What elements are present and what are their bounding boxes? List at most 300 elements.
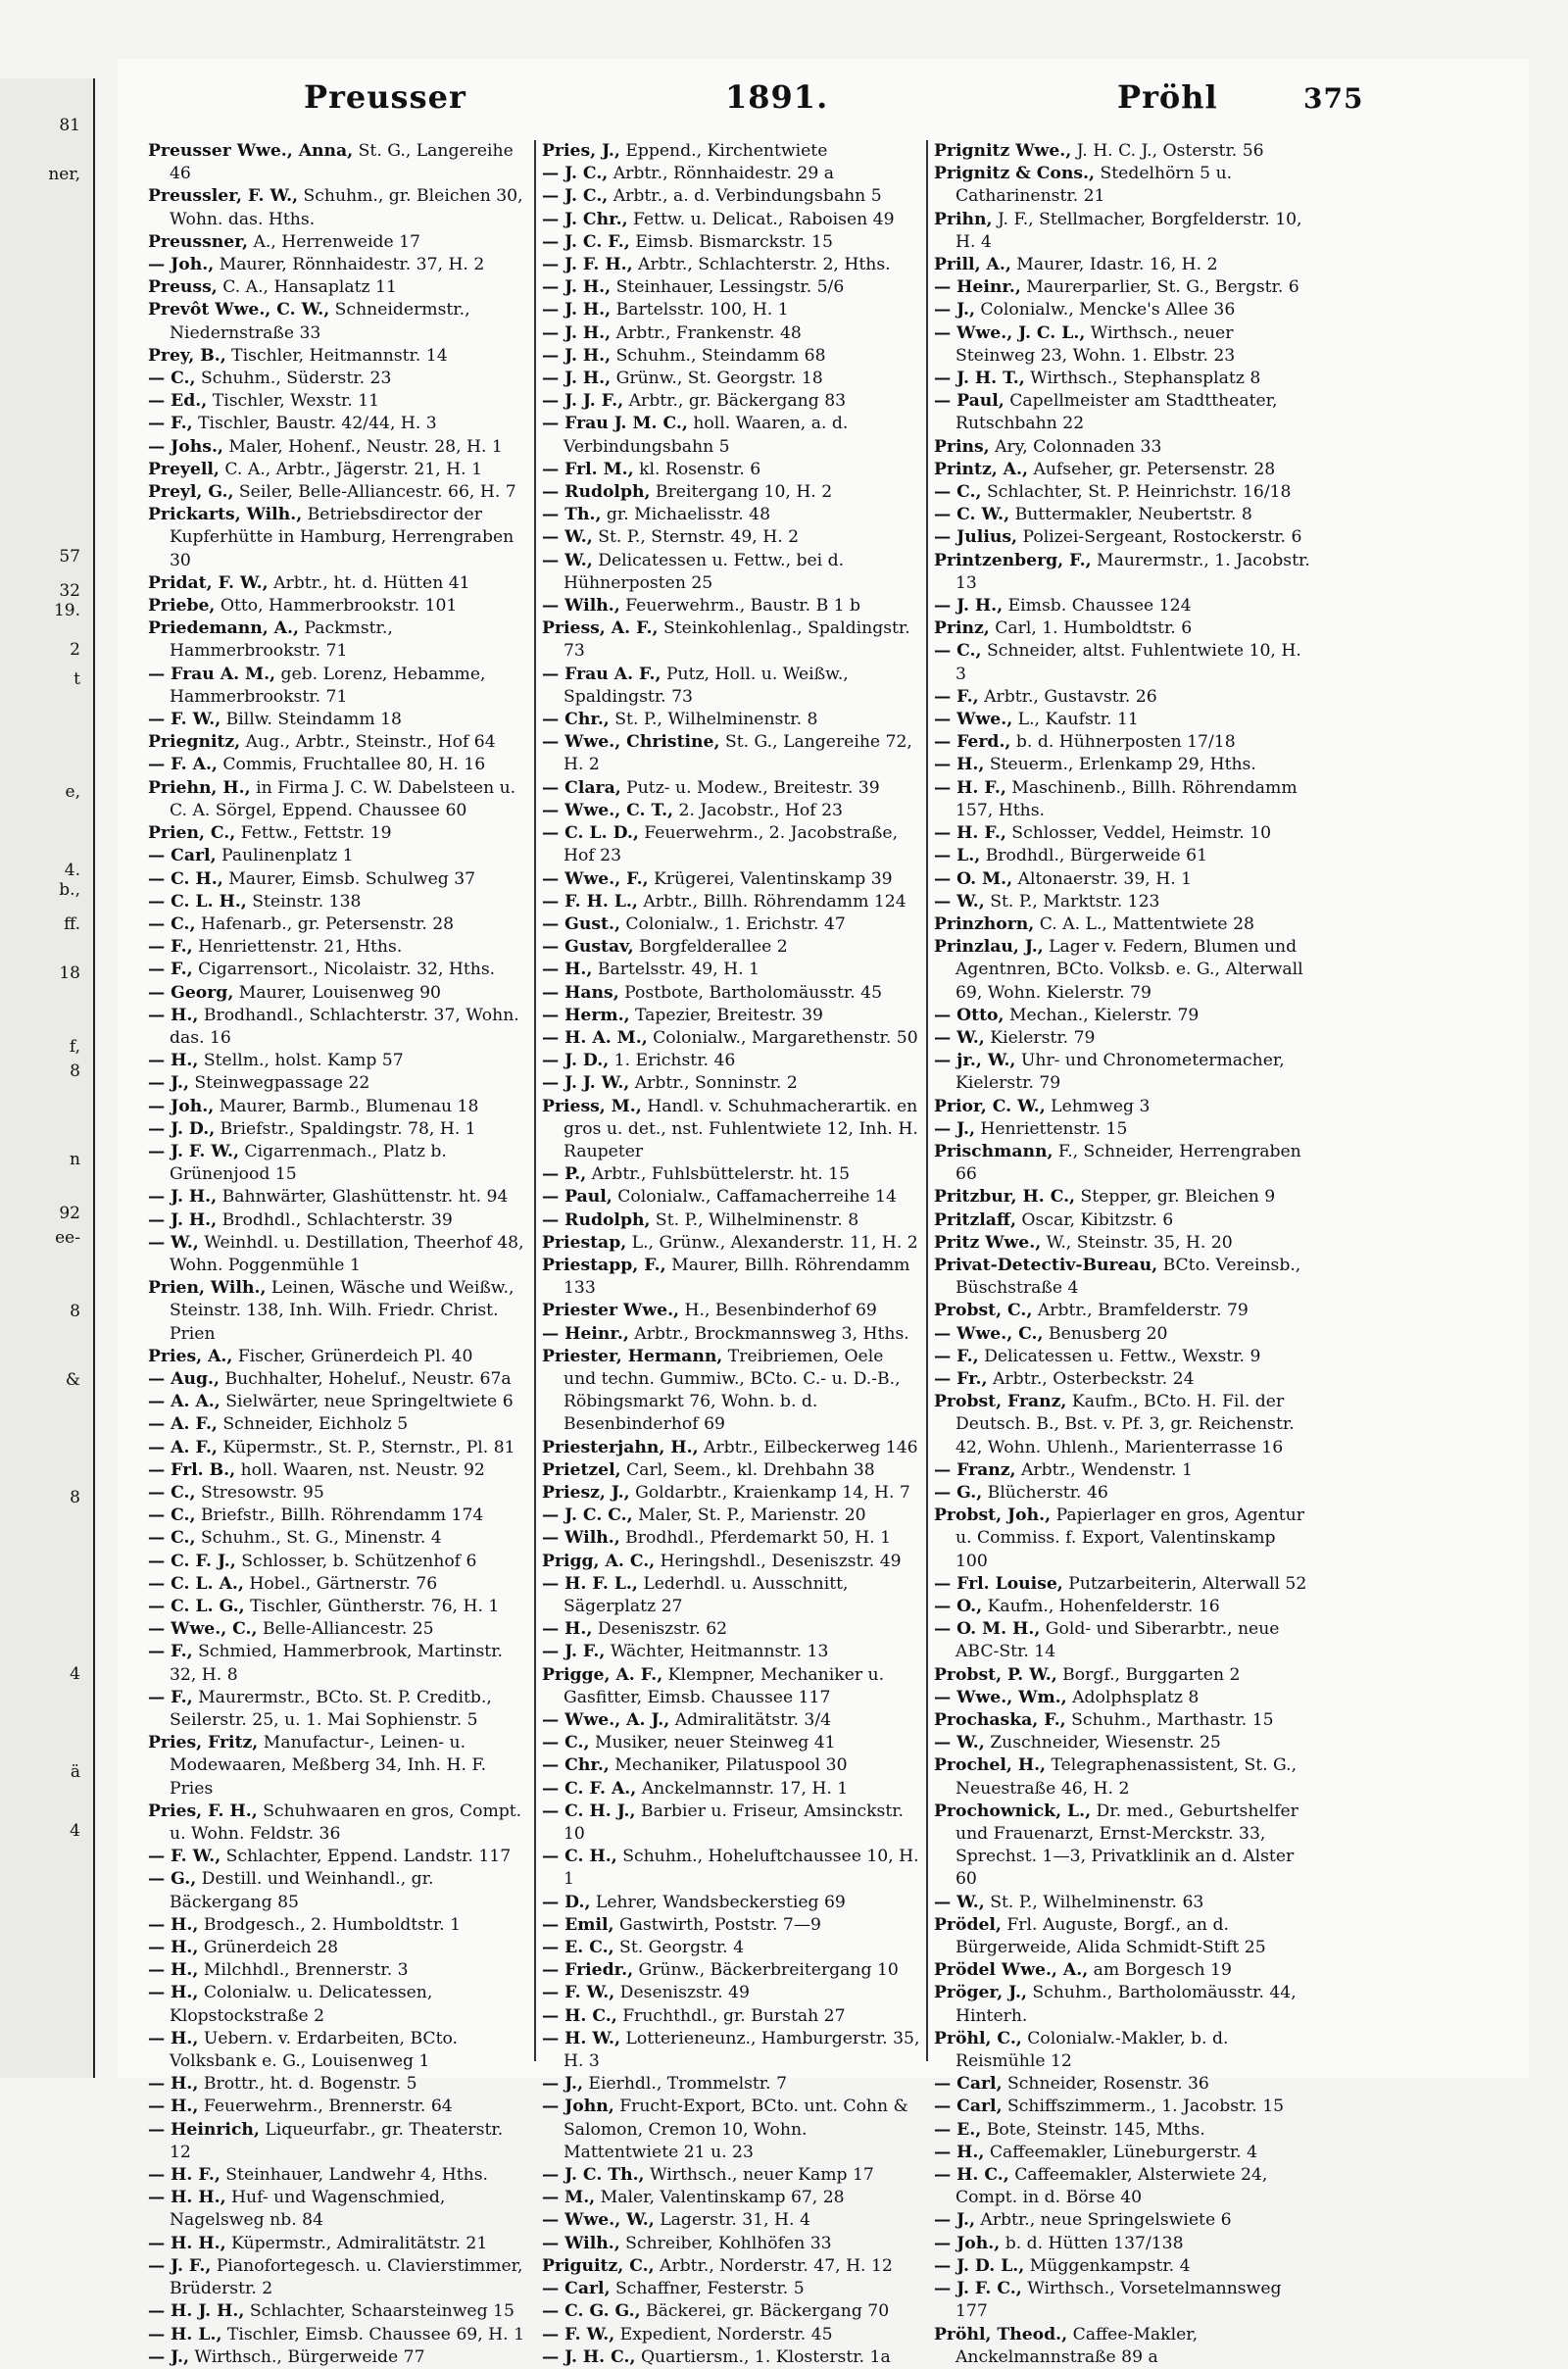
entry-details: C. A. L., Mattentwiete 28: [1034, 913, 1254, 934]
margin-fragment: 8: [70, 1061, 80, 1081]
entry-name: Prigg, A. C.,: [542, 1551, 656, 1571]
entry-details: Arbtr., neue Springelswiete 6: [974, 2210, 1232, 2231]
entry-details: Otto, Hammerbrookstr. 101: [215, 596, 458, 617]
entry-details: Leinen, Wäsche und Weißw., Steinstr. 138, Inh. Wilh. Friedr. Christ. Prien: [170, 1278, 514, 1344]
entry-details: Wirthsch., Vorsetelmannsweg 177: [956, 2279, 1282, 2322]
directory-entry: [148, 368, 528, 390]
directory-entry: [542, 1437, 920, 1459]
entry-details: St. P., Wilhelminenstr. 8: [650, 1209, 859, 1230]
entry-name: — Carl,: [934, 2097, 1003, 2117]
directory-entry: [148, 1937, 528, 1959]
directory-entry: [148, 1982, 528, 2027]
entry-name: — O. M.,: [934, 868, 1013, 889]
entry-details: Tischler, Baustr. 42/44, H. 3: [192, 414, 437, 434]
directory-entry: [934, 1482, 1312, 1505]
entry-name: — Herm.,: [542, 1005, 630, 1025]
entry-details: Colonialw., Mencke's Allee 36: [974, 300, 1236, 321]
directory-entry: [542, 2324, 920, 2346]
margin-fragment: ner,: [48, 165, 80, 184]
entry-details: Arbtr., Eilbeckerweg 146: [698, 1437, 918, 1457]
entry-name: — H.,: [148, 1983, 199, 2003]
entry-name: — Hans,: [542, 982, 619, 1003]
margin-fragment: &: [65, 1370, 80, 1390]
entry-details: Fruchthdl., gr. Burstah 27: [616, 2005, 846, 2026]
entry-name: — H.,: [542, 960, 593, 980]
directory-entry: [148, 390, 528, 413]
directory-entry: [148, 1618, 528, 1641]
directory-entry: [542, 1163, 920, 1186]
directory-entry: [148, 185, 528, 230]
directory-entry: [148, 1573, 528, 1596]
entry-name: — J. H. T.,: [934, 369, 1025, 389]
entry-details: Kaufm., BCto. H. Fil. der Deutsch. B., Bst. v. Pf. 3, gr. Reichenstr. 42, Wohn. Uhlenh., Marienterrasse 16: [956, 1392, 1295, 1457]
entry-name: Prickarts, Wilh.,: [148, 505, 303, 525]
margin-fragment: n: [70, 1150, 80, 1169]
directory-entry: [148, 2119, 528, 2164]
entry-details: Tischler, Wexstr. 11: [207, 391, 380, 412]
entry-details: Sielwärter, neue Springeltwiete 6: [220, 1392, 514, 1412]
entry-name: — J. F. H.,: [542, 255, 633, 275]
entry-name: — J. D.,: [148, 1118, 216, 1139]
entry-details: Briefstr., Billh. Röhrendamm 174: [195, 1505, 484, 1526]
entry-name: — J. C.,: [542, 186, 609, 207]
directory-entry: [542, 731, 920, 776]
entry-name: — W.,: [148, 1232, 199, 1253]
entry-name: — Ed.,: [148, 391, 208, 412]
directory-entry: [542, 868, 920, 891]
directory-entry: [934, 209, 1312, 254]
entry-details: Stresowstr. 95: [195, 1482, 324, 1503]
entry-name: Prinzhorn,: [934, 913, 1035, 934]
entry-name: — Wwe., F.,: [542, 868, 649, 889]
entry-details: Kaufm., Hohenfelderstr. 16: [982, 1597, 1220, 1616]
entry-details: b. d. Hütten 137/138: [1000, 2233, 1184, 2253]
directory-entry: [934, 140, 1312, 163]
page-number: 375: [1303, 82, 1364, 115]
directory-entry: [148, 1186, 528, 1209]
entry-details: Küpermstr., St. P., Sternstr., Pl. 81: [217, 1437, 515, 1457]
entry-details: 1. Erichstr. 46: [609, 1051, 736, 1071]
entry-details: Feuerwehrm., Brennerstr. 64: [198, 2097, 453, 2117]
entry-details: Ary, Colonnaden 33: [989, 436, 1162, 457]
directory-entry: [148, 276, 528, 299]
entry-details: Henriettenstr. 21, Hths.: [192, 937, 403, 958]
entry-details: Bartelsstr. 49, H. 1: [592, 960, 760, 980]
entry-name: — Wwe., Wm.,: [934, 1687, 1067, 1707]
entry-name: — W.,: [934, 1733, 985, 1753]
entry-details: Milchhdl., Brennerstr. 3: [198, 1960, 409, 1981]
entry-name: — F.,: [148, 414, 193, 434]
directory-entry: [148, 2028, 528, 2073]
directory-entry: [934, 709, 1312, 731]
directory-entry: [542, 2346, 920, 2369]
entry-details: Arbtr., Bramfelderstr. 79: [1032, 1301, 1249, 1321]
entry-name: — C. W.,: [934, 505, 1010, 525]
entry-name: — F. W.,: [542, 1983, 615, 2003]
entry-details: Belle-Alliancestr. 25: [257, 1619, 434, 1640]
entry-name: — J. C. Th.,: [542, 2165, 645, 2186]
entry-name: — H.,: [148, 2074, 199, 2095]
directory-entry: [148, 2164, 528, 2187]
entry-name: — A. A.,: [148, 1392, 220, 1412]
entry-name: Priedemann, A.,: [148, 618, 299, 639]
margin-fragment: 57: [59, 547, 80, 567]
entry-details: Hobel., Gärtnerstr. 76: [243, 1573, 438, 1594]
entry-details: Feuerwehrm., Baustr. B 1 b: [619, 596, 861, 617]
entry-details: Bahnwärter, Glashüttenstr. ht. 94: [217, 1187, 509, 1208]
entry-details: 2. Jacobstr., Hof 23: [673, 800, 843, 820]
directory-entry: [542, 1300, 920, 1322]
margin-fragment: 18: [59, 963, 80, 983]
page-header: [137, 78, 1364, 127]
directory-entry: [148, 982, 528, 1005]
entry-details: Aufseher, gr. Petersenstr. 28: [1027, 459, 1276, 479]
directory-entry: [542, 936, 920, 959]
entry-name: — Ferd.,: [934, 732, 1011, 753]
directory-entry: [148, 2324, 528, 2346]
margin-fragment: e,: [65, 782, 80, 802]
entry-details: Schlachter, St. P. Heinrichstr. 16/18: [981, 482, 1292, 503]
entry-details: St. Georgstr. 4: [613, 1938, 745, 1958]
entry-name: — C.,: [148, 913, 196, 934]
entry-details: Admiralitätstr. 3/4: [669, 1710, 832, 1731]
entry-details: Buttermakler, Neubertstr. 8: [1009, 505, 1252, 525]
entry-details: Steinstr. 138: [246, 891, 362, 912]
entry-name: — Joh.,: [934, 2233, 1001, 2253]
entry-name: Prien, Wilh.,: [148, 1278, 267, 1299]
column-2: [534, 140, 926, 2367]
entry-name: — H. C.,: [542, 2005, 617, 2026]
directory-entry: [148, 1551, 528, 1573]
directory-entry: [934, 1596, 1312, 1618]
entry-name: — Frl. B.,: [148, 1459, 236, 1480]
entry-details: Borgf., Burggarten 2: [1056, 1664, 1241, 1685]
entry-name: Probst, C.,: [934, 1301, 1033, 1321]
entry-name: — F. H. L.,: [542, 891, 638, 912]
entry-name: — Wwe., Christine,: [542, 732, 720, 753]
directory-entry: [934, 550, 1312, 595]
entry-name: — H.,: [542, 1619, 593, 1640]
directory-entry: [542, 1072, 920, 1095]
entry-details: Krügerei, Valentinskamp 39: [648, 868, 893, 889]
directory-entry: [148, 504, 528, 572]
entry-name: — C. L. H.,: [148, 891, 247, 912]
running-head-left: Preusser: [304, 78, 466, 116]
entry-name: Pritzbur, H. C.,: [934, 1187, 1076, 1208]
directory-entry: [148, 1959, 528, 1982]
entry-name: — J. H.,: [934, 596, 1004, 617]
entry-name: — J. H.,: [542, 369, 612, 389]
entry-name: — F.,: [934, 686, 979, 707]
directory-entry: [148, 2073, 528, 2096]
entry-name: Prihn,: [934, 209, 993, 229]
entry-details: BCto. Vereinsb., Büschstraße 4: [956, 1255, 1301, 1299]
directory-entry: [542, 231, 920, 254]
margin-fragment: 81: [59, 116, 80, 135]
margin-fragment: ä: [70, 1762, 80, 1782]
directory-entry: [148, 572, 528, 595]
directory-entry: [542, 1709, 920, 1732]
directory-entry: [542, 2005, 920, 2028]
directory-entry: [148, 299, 528, 344]
entry-name: Prins,: [934, 436, 990, 457]
margin-fragment: 4: [70, 1664, 80, 1684]
entry-details: St. P., Sternstr. 49, H. 2: [592, 527, 800, 548]
entry-details: Cigarrensort., Nicolaistr. 32, Hths.: [192, 960, 496, 980]
margin-fragment: t: [74, 669, 80, 689]
entry-details: Gastwirth, Poststr. 7—9: [613, 1914, 821, 1935]
entry-name: — J. F.,: [542, 1642, 606, 1662]
directory-entry: [542, 299, 920, 321]
directory-entry: [934, 754, 1312, 776]
entry-details: Quartiersm., 1. Klosterstr. 1a: [635, 2346, 891, 2367]
entry-details: Wirthsch., Bürgerweide 77: [188, 2346, 425, 2367]
entry-name: — J. H.,: [542, 300, 612, 321]
directory-entry: [542, 2028, 920, 2073]
entry-details: Eierhdl., Trommelstr. 7: [582, 2074, 787, 2095]
directory-entry: [934, 1391, 1312, 1459]
entry-name: — Wilh.,: [542, 596, 620, 617]
entry-details: Stedelhörn 5 u. Catharinenstr. 21: [956, 164, 1233, 207]
directory-entry: [934, 913, 1312, 936]
entry-details: Klempner, Mechaniker u. Gasfitter, Eimsb. Chaussee 117: [564, 1664, 885, 1707]
entry-name: — J.,: [148, 2346, 189, 2367]
directory-entry: [542, 1255, 920, 1300]
directory-entry: [542, 526, 920, 549]
directory-entry: [148, 959, 528, 981]
directory-entry: [934, 868, 1312, 891]
entry-name: — J. F. C.,: [934, 2279, 1022, 2299]
directory-entry: [934, 2164, 1312, 2209]
directory-entry: [148, 2096, 528, 2118]
directory-entry: [148, 1072, 528, 1095]
directory-entry: [148, 413, 528, 435]
directory-entry: [934, 595, 1312, 617]
entry-details: Arbtr., Brockmannsweg 3, Hths.: [628, 1323, 909, 1344]
entry-details: Bäckerei, gr. Bäckergang 70: [640, 2301, 890, 2322]
entry-name: — C. H. J.,: [542, 1801, 636, 1821]
directory-entry: [934, 436, 1312, 459]
directory-entry: [934, 1801, 1312, 1892]
entry-name: — Joh.,: [148, 255, 215, 275]
entry-name: Prinz,: [934, 618, 990, 639]
directory-entry: [148, 731, 528, 754]
entry-details: Musiker, neuer Steinweg 41: [589, 1733, 836, 1753]
entry-name: Prey, B.,: [148, 345, 226, 366]
directory-entry: [148, 436, 528, 459]
directory-entry: [934, 368, 1312, 390]
entry-name: Pröhl, Theod.,: [934, 2324, 1068, 2344]
entry-details: Maurermstr., BCto. St. P. Creditb., Seilerstr. 25, u. 1. Mai Sophienstr. 5: [170, 1687, 492, 1731]
margin-fragment: 4.: [64, 861, 80, 880]
entry-name: — Wwe.,: [934, 710, 1013, 730]
entry-details: Carl, Seem., kl. Drehbahn 38: [620, 1459, 875, 1480]
entry-details: Arbtr., a. d. Verbindungsbahn 5: [608, 186, 882, 207]
entry-details: Lager v. Federn, Blumen und Agentnren, BCto. Volksb. e. G., Alterwall 69, Wohn. Kielerstr. 79: [956, 937, 1303, 1003]
entry-name: — C. H.,: [148, 868, 223, 889]
directory-entry: [542, 1778, 920, 1801]
entry-details: Maurer, Idastr. 16, H. 2: [1010, 255, 1218, 275]
entry-details: Billw. Steindamm 18: [220, 710, 402, 730]
entry-name: — C.,: [542, 1733, 590, 1753]
entry-name: — A. F.,: [148, 1414, 218, 1435]
directory-entry: [542, 1551, 920, 1573]
entry-name: — Julius,: [934, 527, 1018, 548]
directory-entry: [148, 1687, 528, 1732]
entry-details: Delicatessen u. Fettw., bei d. Hühnerposten 25: [564, 550, 845, 593]
entry-details: Caffeemakler, Lüneburgerstr. 4: [984, 2142, 1258, 2162]
directory-entry: [934, 822, 1312, 845]
directory-entry: [148, 664, 528, 709]
entry-details: Buchhalter, Hoheluf., Neustr. 67a: [220, 1368, 512, 1389]
directory-entry: [148, 1391, 528, 1413]
directory-entry: [542, 617, 920, 663]
entry-name: — C.,: [148, 1528, 196, 1549]
entry-name: Prill, A.,: [934, 255, 1011, 275]
entry-name: — C.,: [934, 641, 982, 662]
directory-entry: [934, 1300, 1312, 1322]
entry-name: — Clara,: [542, 777, 621, 798]
directory-entry: [148, 709, 528, 731]
entry-details: Kielerstr. 79: [984, 1027, 1096, 1048]
entry-name: Prödel Wwe., A.,: [934, 1960, 1089, 1981]
entry-details: Schlachter, Schaarsteinweg 15: [244, 2301, 514, 2322]
entry-details: Bote, Steinstr. 145, Mths.: [981, 2119, 1205, 2140]
directory-entry: [542, 1573, 920, 1618]
entry-details: Expedient, Norderstr. 45: [614, 2324, 833, 2344]
entry-name: — jr., W.,: [934, 1051, 1016, 1071]
entry-details: Brodhdl., Bürgerweide 61: [980, 846, 1208, 866]
directory-entry: [934, 1618, 1312, 1663]
entry-details: Tischler, Eimsb. Chaussee 69, H. 1: [221, 2324, 525, 2344]
entry-name: — C. H.,: [542, 1847, 617, 1867]
entry-details: Grünw., St. Georgstr. 18: [611, 369, 823, 389]
directory-entry: [934, 1118, 1312, 1141]
directory-entry: [542, 1005, 920, 1027]
entry-details: Carl, 1. Humboldtstr. 6: [989, 618, 1193, 639]
directory-entry: [148, 345, 528, 368]
entry-details: Brodhdl., Schlachterstr. 39: [217, 1209, 453, 1230]
entry-details: Wirthsch., neuer Steinweg 23, Wohn. 1. Elbstr. 23: [956, 322, 1236, 366]
directory-entry: [148, 1118, 528, 1141]
entry-name: — J. C.,: [542, 164, 609, 184]
entry-details: Arbtr., Billh. Röhrendamm 124: [637, 891, 906, 912]
entry-name: — F.,: [934, 1346, 979, 1366]
directory-entry: [542, 481, 920, 504]
entry-name: Prödel,: [934, 1914, 1002, 1935]
entry-details: J. H. C. J., Osterstr. 56: [1071, 141, 1264, 161]
directory-entry: [542, 254, 920, 276]
margin-fragment: 19.: [53, 601, 80, 620]
directory-entry: [542, 822, 920, 867]
entry-details: Schlachter, Eppend. Landstr. 117: [220, 1847, 512, 1867]
entry-details: holl. Waaren, a. d. Verbindungsbahn 5: [564, 414, 849, 457]
entry-name: — Chr.,: [542, 1755, 610, 1776]
entry-details: C. A., Hansaplatz 11: [217, 277, 397, 298]
entry-name: — L.,: [934, 846, 981, 866]
entry-name: — J. H.,: [542, 322, 612, 343]
entry-details: Deseniszstr. 49: [614, 1983, 750, 2003]
entry-details: Dr. med., Geburtshelfer und Frauenarzt, Ernst-Merckstr. 33, Sprechst. 1—3, Privatklinik an d. Alster 60: [956, 1801, 1298, 1890]
entry-details: Arbtr., Rönnhaidestr. 29 a: [608, 164, 834, 184]
entry-details: Schneider, Eichholz 5: [217, 1414, 409, 1435]
entry-details: Eppend., Kirchentwiete: [619, 141, 828, 161]
entry-details: Benusberg 20: [1043, 1323, 1168, 1344]
entry-name: — C.,: [148, 369, 196, 389]
directory-entry: [542, 1482, 920, 1505]
directory-entry: [934, 1186, 1312, 1209]
entry-name: Priebe,: [148, 596, 216, 617]
entry-details: Hafenarb., gr. Petersenstr. 28: [195, 913, 455, 934]
directory-entry: [148, 1801, 528, 1846]
entry-details: Barbier u. Friseur, Amsinckstr. 10: [564, 1801, 905, 1845]
entry-name: Pries, F. H.,: [148, 1801, 258, 1821]
directory-entry: [148, 1459, 528, 1482]
entry-details: St. P., Marktstr. 123: [984, 891, 1160, 912]
entry-details: Brottr., ht. d. Bogenstr. 5: [198, 2074, 417, 2095]
directory-entry: [148, 913, 528, 936]
entry-name: — O.,: [934, 1597, 983, 1616]
entry-name: — J. H.,: [148, 1209, 218, 1230]
entry-name: — O. M. H.,: [934, 1619, 1041, 1640]
entry-details: Feuerwehrm., 2. Jacobstraße, Hof 23: [564, 823, 899, 866]
directory-entry: [542, 1618, 920, 1641]
entry-name: — H. H.,: [148, 2188, 226, 2208]
directory-entry: [542, 1027, 920, 1050]
entry-details: A., Herrenweide 17: [247, 231, 420, 252]
entry-details: Breitergang 10, H. 2: [650, 482, 833, 503]
directory-entry: [148, 891, 528, 913]
entry-name: Preusser Wwe., Anna,: [148, 141, 354, 161]
directory-entry: [934, 1709, 1312, 1732]
entry-details: Küpermstr., Admiralitätstr. 21: [225, 2233, 488, 2253]
directory-entry: [934, 1209, 1312, 1232]
entry-name: — Wwe., W.,: [542, 2210, 655, 2231]
directory-entry: [542, 1801, 920, 1846]
entry-details: Arbtr., ht. d. Hütten 41: [268, 572, 470, 593]
entry-name: — F. W.,: [148, 710, 221, 730]
entry-details: Colonialw., Caffamacherreihe 14: [612, 1187, 897, 1208]
directory-entry: [148, 754, 528, 776]
entry-details: W., Steinstr. 35, H. 20: [1041, 1232, 1233, 1253]
directory-entry: [934, 1732, 1312, 1754]
entry-name: — Rudolph,: [542, 1209, 651, 1230]
directory-entry: [934, 1914, 1312, 1959]
directory-entry: [934, 845, 1312, 867]
entry-details: Colonialw., Margarethenstr. 50: [647, 1027, 918, 1048]
entry-name: — C. G. G.,: [542, 2301, 641, 2322]
entry-name: — C. L. A.,: [148, 1573, 244, 1594]
entry-name: — C.,: [148, 1482, 196, 1503]
entry-name: — Heinrich,: [148, 2119, 260, 2140]
entry-details: Bartelsstr. 100, H. 1: [611, 300, 789, 321]
directory-entry: [148, 1346, 528, 1368]
directory-entry: [542, 2187, 920, 2209]
entry-name: Preuss,: [148, 277, 218, 298]
entry-name: — H. F.,: [148, 2165, 220, 2186]
entry-name: — J.,: [934, 2210, 975, 2231]
directory-entry: [934, 2028, 1312, 2073]
directory-entry: [148, 231, 528, 254]
directory-entry: [542, 1459, 920, 1482]
directory-entry: [542, 1096, 920, 1164]
directory-entry: [148, 2255, 528, 2300]
entry-name: — Emil,: [542, 1914, 614, 1935]
entry-name: — J.,: [542, 2074, 583, 2095]
directory-entry: [148, 617, 528, 663]
entry-details: Maurer, Louisenweg 90: [233, 982, 441, 1003]
directory-entry: [934, 1982, 1312, 2027]
